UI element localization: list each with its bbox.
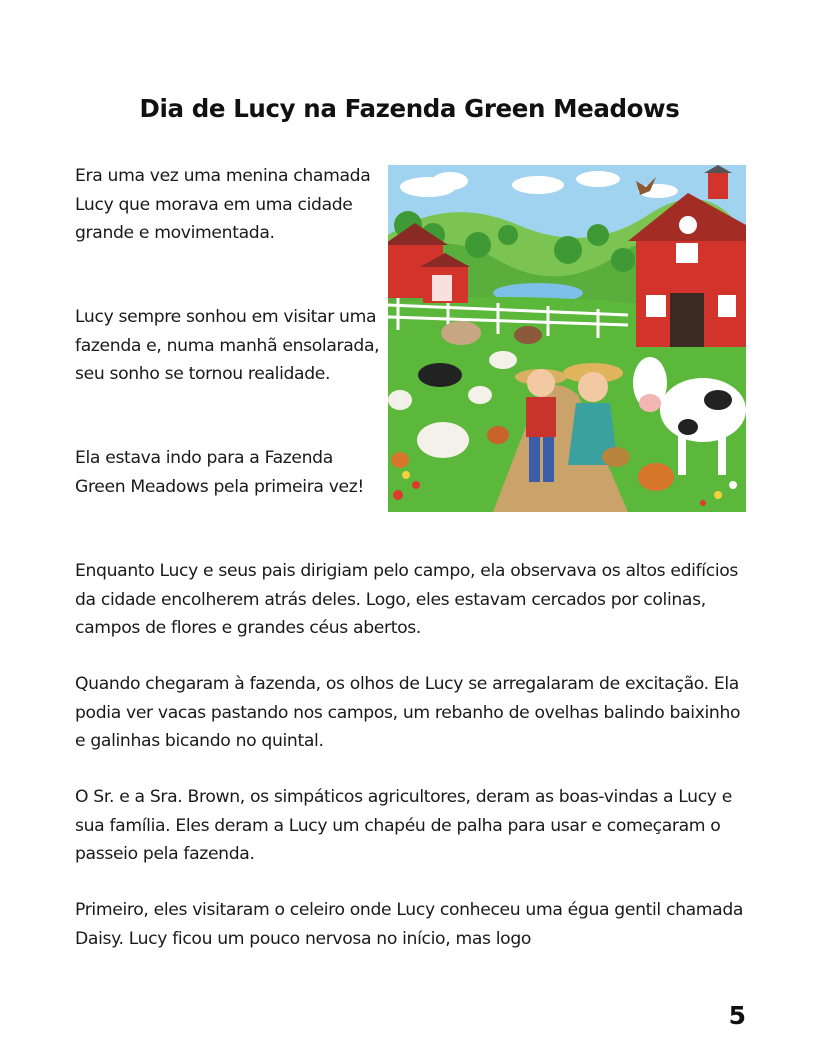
horse-right <box>514 326 542 344</box>
paragraph-4: Enquanto Lucy e seus pais dirigiam pelo campo, ela observava os altos edifícios da cidade encolherem atrás deles. Logo, eles estavam cercados por colinas, campos de flores e grandes céus abertos. <box>75 561 739 639</box>
farm-illustration <box>388 165 746 512</box>
paragraph-7: Primeiro, eles visitaram o celeiro onde Lucy conheceu uma égua gentil chamada Daisy. Lucy ficou um pouco nervosa no início, mas logo <box>75 900 744 949</box>
paragraph-1: Era uma vez uma menina chamada Lucy que morava em uma cidade grande e movimentada. <box>75 166 371 244</box>
paragraph-6: O Sr. e a Sra. Brown, os simpáticos agricultores, deram as boas-vindas a Lucy e sua família. Eles deram a Lucy um chapéu de palha para usar e começaram o passeio pela fazenda. <box>75 787 732 865</box>
horse-left <box>441 321 481 345</box>
black-sheep <box>418 363 462 387</box>
page-number: 5 <box>728 1001 746 1030</box>
paragraph-5: Quando chegaram à fazenda, os olhos de Lucy se arregalaram de excitação. Ela podia ver vacas pastando nos campos, um rebanho de ovelhas balindo baixinho e galinhas bicando no quintal. <box>75 674 741 752</box>
paragraph-2: Lucy sempre sonhou em visitar uma fazenda e, numa manhã ensolarada, seu sonho se tornou realidade. <box>75 307 380 385</box>
paragraph-3: Ela estava indo para a Fazenda Green Meadows pela primeira vez! <box>75 448 364 497</box>
page-title: Dia de Lucy na Fazenda Green Meadows <box>139 94 680 123</box>
